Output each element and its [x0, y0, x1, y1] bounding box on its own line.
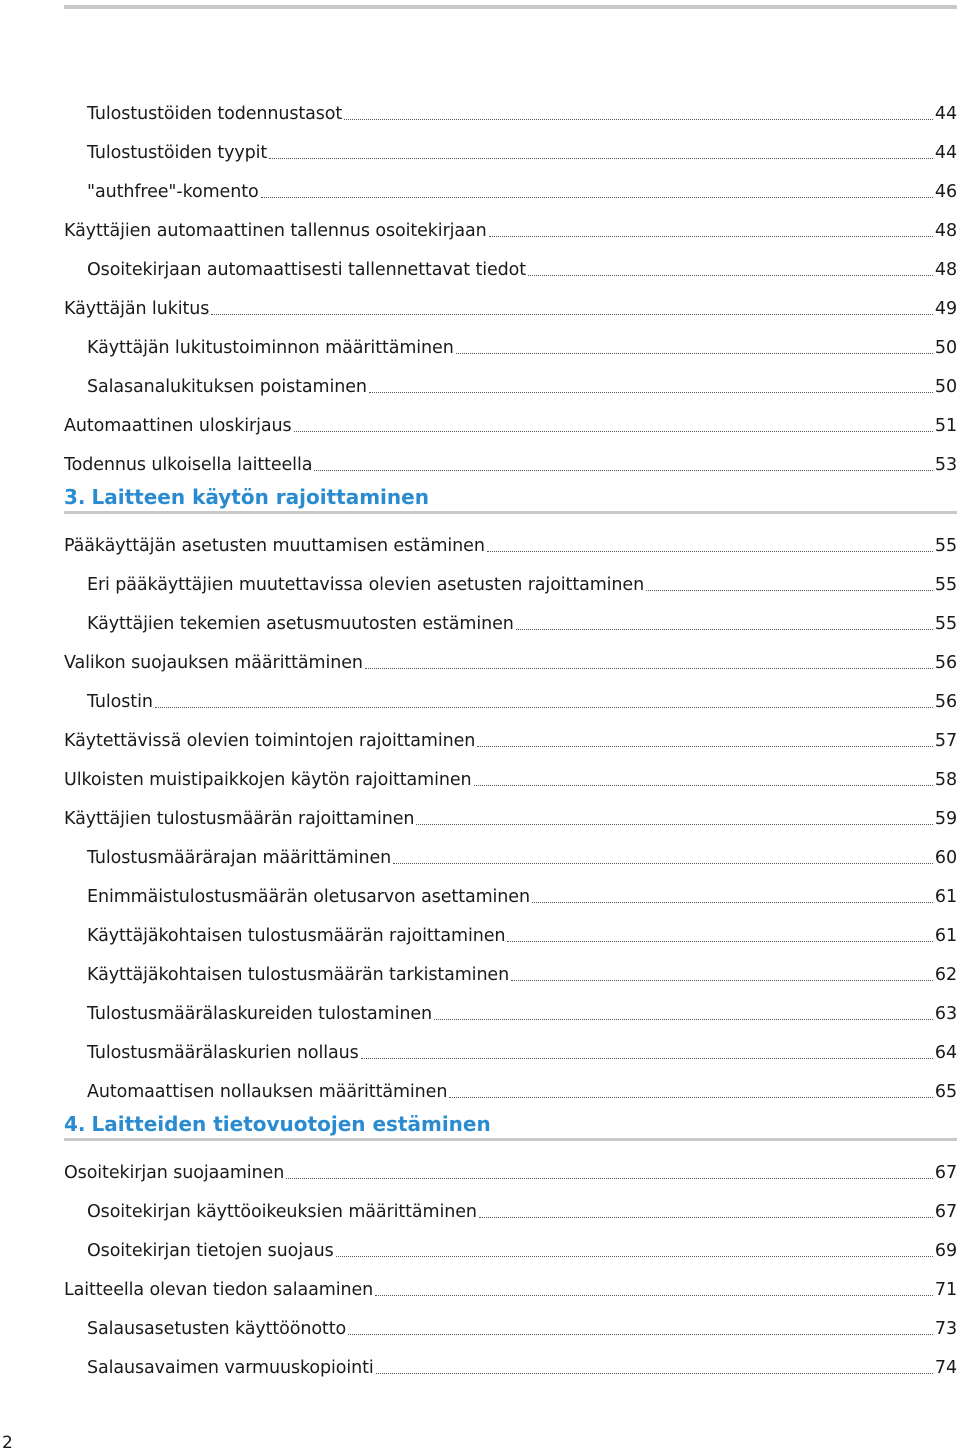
toc-entry-title: Käyttäjien automaattinen tallennus osoitekirjaan — [64, 221, 487, 241]
toc-entry[interactable] — [87, 683, 957, 713]
dot-leader — [489, 236, 933, 237]
toc-entry[interactable] — [87, 368, 957, 398]
toc-entry-page: 67 — [934, 1163, 957, 1183]
dot-leader — [369, 392, 933, 393]
chapter-heading[interactable] — [64, 1107, 957, 1141]
toc-entry-page: 49 — [934, 299, 957, 319]
toc-entry-page: 61 — [934, 926, 957, 946]
toc-entry-title: Tulostusmäärärajan määrittäminen — [87, 848, 392, 868]
toc-entry[interactable] — [64, 800, 957, 830]
dot-leader — [511, 980, 933, 981]
toc-entry-title: Käyttäjien tulostusmäärän rajoittaminen — [64, 809, 415, 829]
toc-entry-page: 56 — [934, 653, 957, 673]
toc-entry[interactable] — [64, 644, 957, 674]
page-number: 2 — [2, 1433, 13, 1453]
toc-entry-title: Todennus ulkoisella laitteella — [64, 455, 313, 475]
toc-entry-title: Käytettävissä olevien toimintojen rajoittaminen — [64, 731, 476, 751]
toc-entry-page: 44 — [934, 104, 957, 124]
dot-leader — [269, 158, 933, 159]
toc-entry-title: Automaattinen uloskirjaus — [64, 416, 292, 436]
dot-leader — [479, 1217, 933, 1218]
dot-leader — [344, 119, 933, 120]
toc-entry-title: Enimmäistulostusmäärän oletusarvon asettaminen — [87, 887, 530, 907]
dot-leader — [532, 902, 933, 903]
dot-leader — [449, 1097, 933, 1098]
dot-leader — [376, 1373, 933, 1374]
chapter-title: Laitteiden tietovuotojen estäminen — [91, 1112, 491, 1136]
toc-entry[interactable] — [64, 446, 957, 476]
toc-entry-title: Valikon suojauksen määrittäminen — [64, 653, 363, 673]
toc-entry-title: Salasanalukituksen poistaminen — [87, 377, 367, 397]
toc-entry-page: 62 — [934, 965, 957, 985]
toc-entry-title: Laitteella olevan tiedon salaaminen — [64, 1280, 374, 1300]
toc-entry[interactable] — [64, 527, 957, 557]
dot-leader — [375, 1295, 933, 1296]
dot-leader — [261, 197, 933, 198]
dot-leader — [348, 1334, 933, 1335]
toc-entry-title: Salausavaimen varmuuskopiointi — [87, 1358, 374, 1378]
toc-entry-page: 74 — [934, 1358, 957, 1378]
toc-entry[interactable] — [87, 1349, 957, 1379]
toc-entry[interactable] — [64, 212, 957, 242]
toc-entry-title: Käyttäjän lukitus — [64, 299, 210, 319]
toc-entry-page: 50 — [934, 377, 957, 397]
toc-entry-page: 61 — [934, 887, 957, 907]
toc-entry-page: 50 — [934, 338, 957, 358]
toc-entry[interactable] — [87, 956, 957, 986]
toc-entry[interactable] — [87, 329, 957, 359]
toc-entry-title: Eri pääkäyttäjien muutettavissa olevien asetusten rajoittaminen — [87, 575, 645, 595]
toc-entry[interactable] — [87, 995, 957, 1025]
toc-entry[interactable] — [87, 1073, 957, 1103]
toc-entry-title: Salausasetusten käyttöönotto — [87, 1319, 347, 1339]
toc-entry-page: 53 — [934, 455, 957, 475]
toc-entry-title: Automaattisen nollauksen määrittäminen — [87, 1082, 448, 1102]
toc-entry-title: Osoitekirjan suojaaminen — [64, 1163, 285, 1183]
dot-leader — [294, 431, 933, 432]
toc-entry-page: 71 — [934, 1280, 957, 1300]
toc-entry-title: Osoitekirjaan automaattisesti tallennettavat tiedot — [87, 260, 527, 280]
toc-entry[interactable] — [87, 839, 957, 869]
toc-entry-title: Tulostin — [87, 692, 153, 712]
toc-entry-page: 63 — [934, 1004, 957, 1024]
toc-entry-page: 65 — [934, 1082, 957, 1102]
toc-entry[interactable] — [87, 566, 957, 596]
toc-entry[interactable] — [87, 1034, 957, 1064]
toc-entry[interactable] — [87, 1310, 957, 1340]
dot-leader — [477, 746, 933, 747]
toc-entry-page: 44 — [934, 143, 957, 163]
toc-entry-title: Tulostustöiden todennustasot — [87, 104, 343, 124]
dot-leader — [474, 785, 933, 786]
dot-leader — [507, 941, 933, 942]
dot-leader — [487, 551, 933, 552]
toc-entry-title: Käyttäjien tekemien asetusmuutosten estäminen — [87, 614, 514, 634]
toc-entry-title: Tulostustöiden tyypit — [87, 143, 268, 163]
toc-entry-page: 55 — [934, 536, 957, 556]
toc-entry-title: Käyttäjän lukitustoiminnon määrittäminen — [87, 338, 454, 358]
top-rule — [64, 5, 957, 9]
toc-entry-page: 46 — [934, 182, 957, 202]
dot-leader — [528, 275, 933, 276]
toc-entry-page: 64 — [934, 1043, 957, 1063]
dot-leader — [361, 1058, 933, 1059]
toc-entry[interactable] — [87, 95, 957, 125]
toc-entry[interactable] — [64, 1154, 957, 1184]
toc-entry[interactable] — [87, 605, 957, 635]
dot-leader — [286, 1178, 933, 1179]
dot-leader — [516, 629, 933, 630]
toc-entry-title: "authfree"-komento — [87, 182, 259, 202]
toc-entry[interactable] — [64, 761, 957, 791]
dot-leader — [211, 314, 933, 315]
toc-entry-page: 73 — [934, 1319, 957, 1339]
toc-entry[interactable] — [87, 1193, 957, 1223]
toc-entry[interactable] — [87, 173, 957, 203]
toc-entry[interactable] — [87, 878, 957, 908]
toc-entry-title: Käyttäjäkohtaisen tulostusmäärän rajoittaminen — [87, 926, 506, 946]
toc-entry-title: Osoitekirjan käyttöoikeuksien määrittäminen — [87, 1202, 477, 1222]
toc-entry-page: 60 — [934, 848, 957, 868]
chapter-title: Laitteen käytön rajoittaminen — [91, 485, 429, 509]
toc-entry-page: 48 — [934, 221, 957, 241]
toc-entry[interactable] — [87, 251, 957, 281]
dot-leader — [416, 824, 933, 825]
toc-entry[interactable] — [87, 917, 957, 947]
dot-leader — [393, 863, 933, 864]
dot-leader — [646, 590, 933, 591]
toc-entry-title: Ulkoisten muistipaikkojen käytön rajoittaminen — [64, 770, 472, 790]
dot-leader — [155, 707, 933, 708]
toc-entry-page: 55 — [934, 575, 957, 595]
dot-leader — [456, 353, 933, 354]
toc-entry-title: Osoitekirjan tietojen suojaus — [87, 1241, 334, 1261]
dot-leader — [336, 1256, 933, 1257]
toc-entry-title: Pääkäyttäjän asetusten muuttamisen estäminen — [64, 536, 485, 556]
toc-entry[interactable] — [64, 1271, 957, 1301]
toc-entry-title: Tulostusmäärälaskurien nollaus — [87, 1043, 359, 1063]
toc-entry-page: 69 — [934, 1241, 957, 1261]
toc-entry-page: 48 — [934, 260, 957, 280]
chapter-number: 3. — [64, 485, 86, 509]
toc-entry-page: 67 — [934, 1202, 957, 1222]
dot-leader — [365, 668, 933, 669]
chapter-heading[interactable] — [64, 480, 957, 514]
toc-entry-title: Käyttäjäkohtaisen tulostusmäärän tarkistaminen — [87, 965, 510, 985]
toc-entry[interactable] — [87, 134, 957, 164]
dot-leader — [314, 470, 933, 471]
dot-leader — [434, 1019, 933, 1020]
toc-entry-page: 57 — [934, 731, 957, 751]
toc-entry-page: 56 — [934, 692, 957, 712]
toc-entry[interactable] — [64, 290, 957, 320]
chapter-number: 4. — [64, 1112, 86, 1136]
toc-entry-page: 55 — [934, 614, 957, 634]
toc-entry[interactable] — [87, 1232, 957, 1262]
toc-entry[interactable] — [64, 407, 957, 437]
toc-entry-page: 58 — [934, 770, 957, 790]
toc-entry[interactable] — [64, 722, 957, 752]
toc-entry-page: 59 — [934, 809, 957, 829]
toc-entry-title: Tulostusmäärälaskureiden tulostaminen — [87, 1004, 433, 1024]
toc-entry-page: 51 — [934, 416, 957, 436]
